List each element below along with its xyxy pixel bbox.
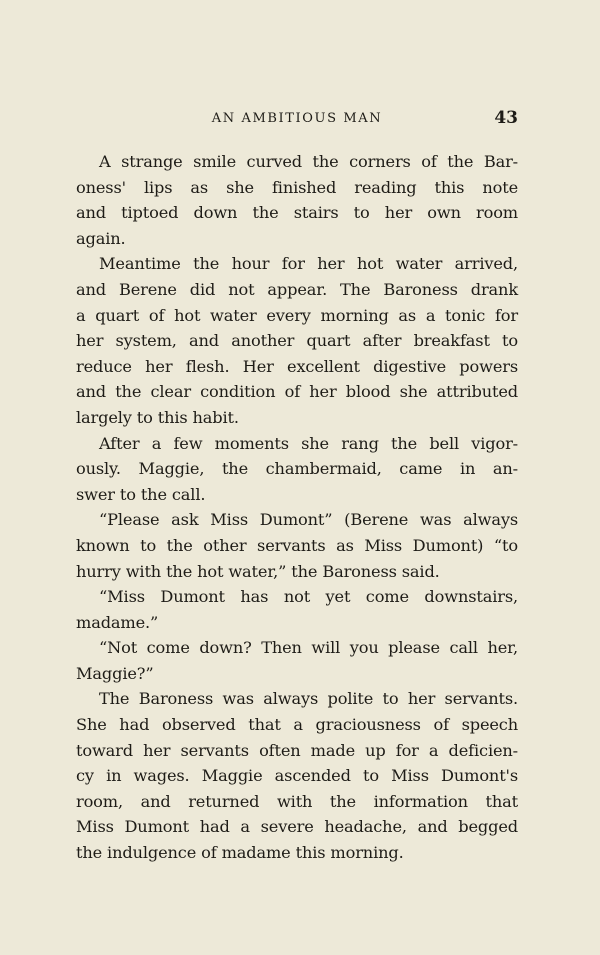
text-line: After a few moments she rang the bell vigor- — [99, 433, 518, 453]
text-line: She had observed that a graciousness of speech — [76, 715, 518, 735]
text-line: Meantime the hour for her hot water arrived, — [99, 254, 518, 274]
text-line: and Berene did not appear. The Baroness drank — [76, 279, 518, 299]
text-line: hurry with the hot water,” the Baroness said. — [76, 561, 440, 581]
text-line: again. — [76, 228, 126, 248]
text-line: The Baroness was always polite to her servants. — [99, 689, 518, 709]
text-line: cy in wages. Maggie ascended to Miss Dumont's — [76, 766, 518, 786]
text-line: and tiptoed down the stairs to her own room — [76, 203, 518, 223]
text-line: Miss Dumont had a severe headache, and begged — [76, 817, 518, 837]
text-line: swer to the call. — [76, 484, 206, 504]
text-line: known to the other servants as Miss Dumont) “to — [76, 535, 518, 555]
body-text — [76, 149, 518, 866]
text-line: “Please ask Miss Dumont” (Berene was always — [99, 510, 518, 530]
text-line: a quart of hot water every morning as a tonic for — [76, 305, 518, 325]
page-number: 43 — [494, 108, 518, 128]
text-line: A strange smile curved the corners of the Bar- — [99, 152, 518, 171]
text-line: her system, and another quart after breakfast to — [76, 331, 518, 351]
text-line: “Not come down? Then will you please call her, — [99, 638, 518, 658]
text-line: largely to this habit. — [76, 407, 239, 427]
text-line: and the clear condition of her blood she attributed — [76, 382, 518, 402]
text-line: Maggie?” — [76, 663, 154, 683]
text-line: oness' lips as she finished reading this note — [76, 177, 518, 197]
running-head: AN AMBITIOUS MAN — [211, 111, 383, 126]
text-line: “Miss Dumont has not yet come downstairs, — [99, 587, 518, 607]
page-header — [76, 108, 518, 130]
text-line: toward her servants often made up for a deficien- — [76, 740, 518, 760]
text-line: room, and returned with the information that — [76, 791, 518, 811]
text-line: ously. Maggie, the chambermaid, came in an- — [76, 459, 518, 479]
text-line: reduce her flesh. Her excellent digestive powers — [76, 356, 518, 376]
text-line: madame.” — [76, 612, 159, 632]
text-line: the indulgence of madame this morning. — [76, 843, 404, 863]
